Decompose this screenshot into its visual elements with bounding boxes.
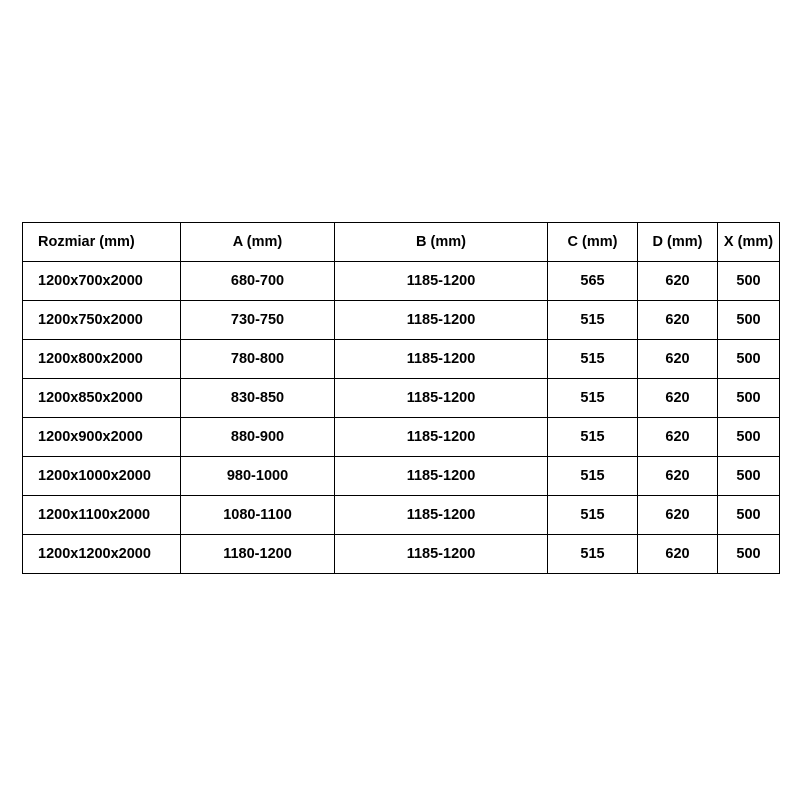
table-row <box>23 262 780 301</box>
cell-x: 500 <box>718 301 780 340</box>
table-header-row <box>23 223 780 262</box>
cell-c: 565 <box>548 262 638 301</box>
cell-b: 1185-1200 <box>335 496 548 535</box>
table-row <box>23 496 780 535</box>
cell-c: 515 <box>548 496 638 535</box>
cell-size: 1200x1200x2000 <box>23 535 181 574</box>
cell-b: 1185-1200 <box>335 535 548 574</box>
cell-a: 980-1000 <box>181 457 335 496</box>
cell-d: 620 <box>638 496 718 535</box>
dimensions-table <box>22 222 780 574</box>
cell-x: 500 <box>718 496 780 535</box>
cell-d: 620 <box>638 418 718 457</box>
column-header-b: B (mm) <box>335 223 548 262</box>
table-row <box>23 340 780 379</box>
cell-x: 500 <box>718 457 780 496</box>
cell-b: 1185-1200 <box>335 418 548 457</box>
table-row <box>23 379 780 418</box>
cell-size: 1200x750x2000 <box>23 301 181 340</box>
table-body <box>23 262 780 574</box>
cell-size: 1200x800x2000 <box>23 340 181 379</box>
cell-a: 730-750 <box>181 301 335 340</box>
cell-size: 1200x700x2000 <box>23 262 181 301</box>
table-row <box>23 457 780 496</box>
cell-b: 1185-1200 <box>335 379 548 418</box>
cell-d: 620 <box>638 535 718 574</box>
cell-d: 620 <box>638 340 718 379</box>
column-header-d: D (mm) <box>638 223 718 262</box>
cell-c: 515 <box>548 535 638 574</box>
cell-a: 1180-1200 <box>181 535 335 574</box>
spec-table-container <box>22 222 779 574</box>
cell-size: 1200x850x2000 <box>23 379 181 418</box>
cell-b: 1185-1200 <box>335 262 548 301</box>
cell-c: 515 <box>548 379 638 418</box>
cell-d: 620 <box>638 301 718 340</box>
cell-x: 500 <box>718 418 780 457</box>
cell-size: 1200x900x2000 <box>23 418 181 457</box>
cell-b: 1185-1200 <box>335 340 548 379</box>
cell-d: 620 <box>638 457 718 496</box>
column-header-x: X (mm) <box>718 223 780 262</box>
cell-a: 780-800 <box>181 340 335 379</box>
cell-x: 500 <box>718 262 780 301</box>
table-row <box>23 535 780 574</box>
cell-b: 1185-1200 <box>335 301 548 340</box>
column-header-a: A (mm) <box>181 223 335 262</box>
cell-d: 620 <box>638 379 718 418</box>
cell-a: 830-850 <box>181 379 335 418</box>
column-header-size: Rozmiar (mm) <box>23 223 181 262</box>
cell-c: 515 <box>548 457 638 496</box>
cell-a: 1080-1100 <box>181 496 335 535</box>
table-row <box>23 418 780 457</box>
column-header-c: C (mm) <box>548 223 638 262</box>
table-row <box>23 301 780 340</box>
cell-x: 500 <box>718 340 780 379</box>
cell-a: 680-700 <box>181 262 335 301</box>
cell-c: 515 <box>548 301 638 340</box>
cell-c: 515 <box>548 418 638 457</box>
cell-size: 1200x1000x2000 <box>23 457 181 496</box>
cell-x: 500 <box>718 379 780 418</box>
cell-d: 620 <box>638 262 718 301</box>
cell-c: 515 <box>548 340 638 379</box>
cell-a: 880-900 <box>181 418 335 457</box>
table-header <box>23 223 780 262</box>
cell-b: 1185-1200 <box>335 457 548 496</box>
cell-x: 500 <box>718 535 780 574</box>
cell-size: 1200x1100x2000 <box>23 496 181 535</box>
